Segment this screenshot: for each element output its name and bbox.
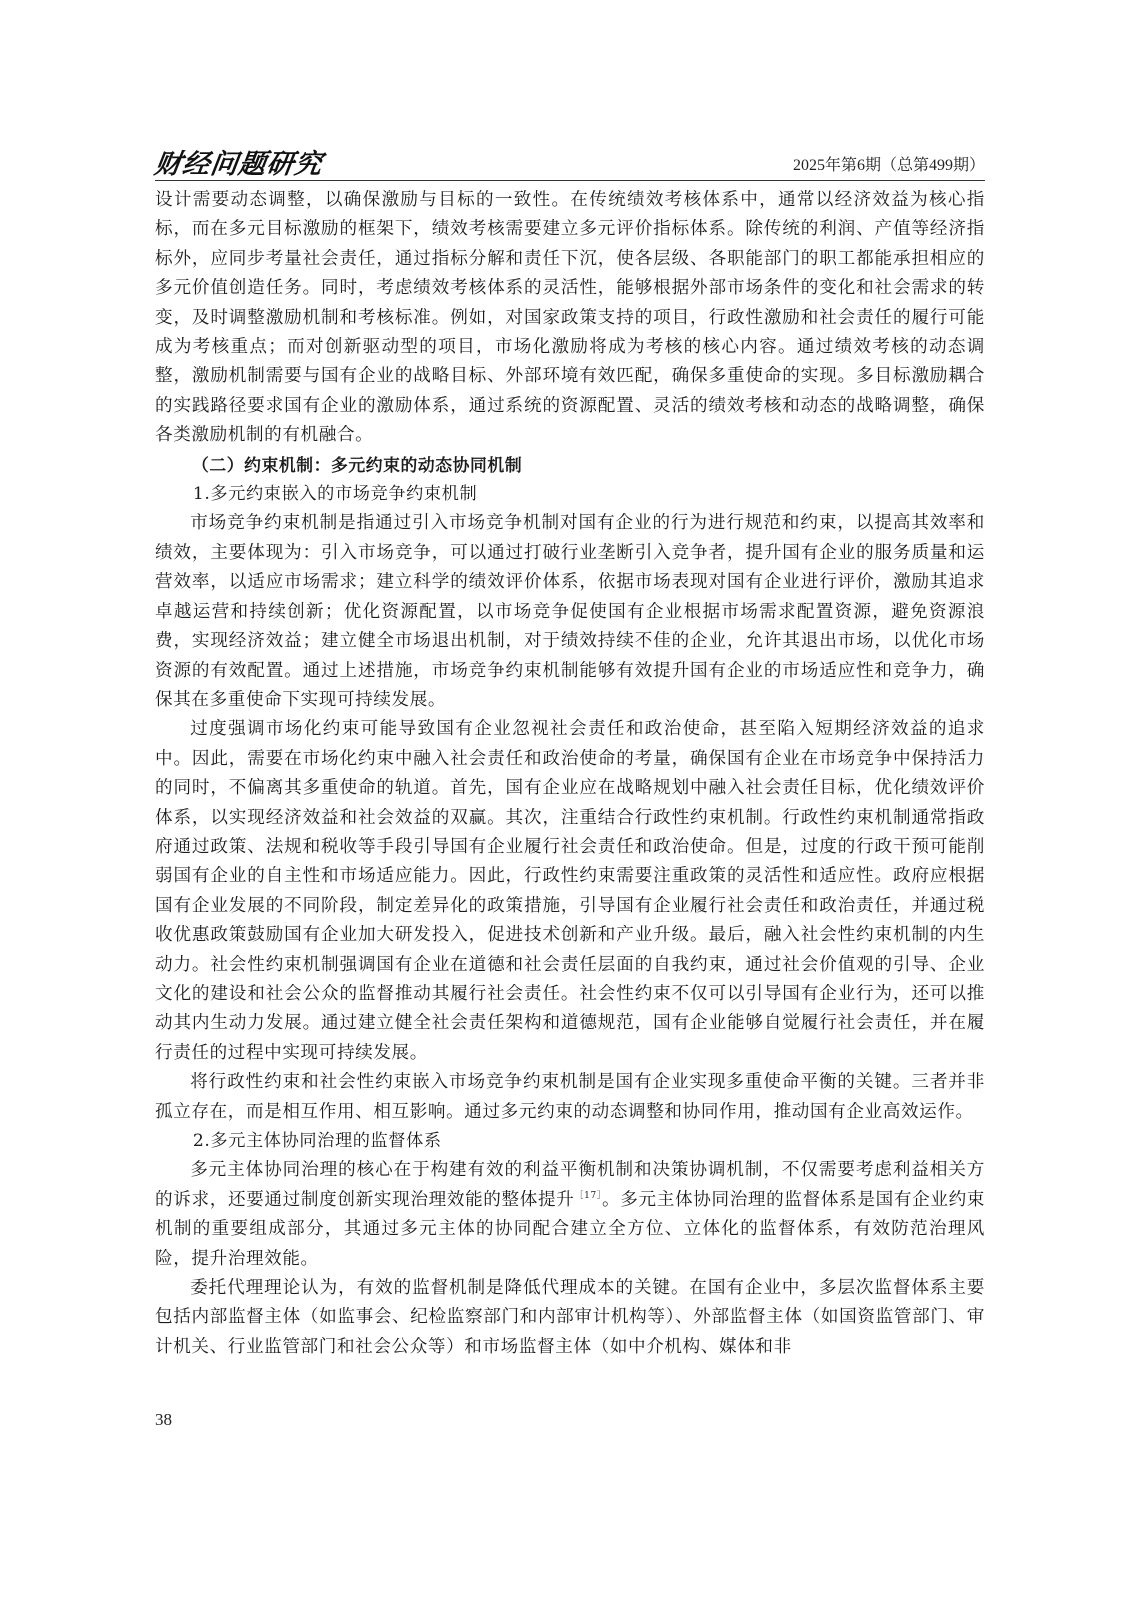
citation-reference[interactable]: ［17］ [574, 1190, 603, 1201]
subsection-heading: 1.多元约束嵌入的市场竞争约束机制 [192, 484, 478, 505]
page-number: 38 [155, 1410, 172, 1429]
journal-title: 财经问题研究 [152, 149, 325, 180]
running-header [152, 142, 985, 182]
header-divider [155, 180, 985, 181]
subsection-heading: 2.多元主体协同治理的监督体系 [192, 1131, 442, 1151]
paragraph-with-citation [155, 1156, 985, 1274]
body-text [155, 186, 985, 1362]
paragraph-continued: 设计需要动态调整，以确保激励与目标的一致性。在传统绩效考核体系中，通常以经济效益为核心指标，而在多元目标激励的框架下，绩效考核需要建立多元评价指标体系。除传统的利润、产值等经济指标外，应同步考量社会责任，通过指标分解和责任下沉，使各层级、各职能部门的职工都能承担相应的多元价值创造任务。同时，考虑绩效考核体系的灵活性，能够根据外部市场条件的变化和社会需求的转变，及时调整激励机制和考核标准。例如，对国家政策支持的项目，行政性激励和社会责任的履行可能成为考核重点；而对创新驱动型的项目，市场化激励将成为考核的核心内容。通过绩效考核的动态调整，激励机制需要与国有企业的战略目标、外部环境有效匹配，确保多重使命的实现。多目标激励耦合的实践路径要求国有企业的激励体系，通过系统的资源配置、灵活的绩效考核和动态的战略调整，确保各类激励机制的有机融合。 [155, 190, 985, 446]
paragraph-text: 多元主体协同治理的核心在于构建有效的利益平衡机制和决策协调机制，不仅需要考虑利益相关方的诉求，还要通过制度创新实现治理效能的整体提升 [155, 1160, 985, 1210]
paragraph-text: 。多元主体协同治理的监督体系是国有企业约束机制的重要组成部分，其通过多元主体的协同配合建立全方位、立体化的监督体系，有效防范治理风险，提升治理效能。 [155, 1189, 985, 1269]
paragraph: 委托代理理论认为，有效的监督机制是降低代理成本的关键。在国有企业中，多层次监督体系主要包括内部监督主体（如监事会、纪检监察部门和内部审计机构等）、外部监督主体（如国资监管部门、审计机关、行业监管部门和社会公众等）和市场监督主体（如中介机构、媒体和非 [155, 1278, 985, 1357]
paragraph: 将行政性约束和社会性约束嵌入市场竞争约束机制是国有企业实现多重使命平衡的关键。三者并非孤立存在，而是相互作用、相互影响。通过多元约束的动态调整和协同作用，推动国有企业高效运作。 [155, 1072, 985, 1122]
issue-info: 2025年第6期（总第499期） [792, 157, 985, 174]
paragraph: 过度强调市场化约束可能导致国有企业忽视社会责任和政治使命，甚至陷入短期经济效益的追求中。因此，需要在市场化约束中融入社会责任和政治使命的考量，确保国有企业在市场竞争中保持活力的同时，不偏离其多重使命的轨道。首先，国有企业应在战略规划中融入社会责任目标，优化绩效评价体系，以实现经济效益和社会效益的双赢。其次，注重结合行政性约束机制。行政性约束机制通常指政府通过政策、法规和税收等手段引导国有企业履行社会责任和政治使命。但是，过度的行政干预可能削弱国有企业的自主性和市场适应能力。因此，行政性约束需要注重政策的灵活性和适应性。政府应根据国有企业发展的不同阶段，制定差异化的政策措施，引导国有企业履行社会责任和政治责任，并通过税收优惠政策鼓励国有企业加大研发投入，促进技术创新和产业升级。最后，融入社会性约束机制的内生动力。社会性约束机制强调国有企业在道德和社会责任层面的自我约束，通过社会价值观的引导、企业文化的建设和社会公众的监督推动其履行社会责任。社会性约束不仅可以引导国有企业行为，还可以推动其内生动力发展。通过建立健全社会责任架构和道德规范，国有企业能够自觉履行社会责任，并在履行责任的过程中实现可持续发展。 [155, 719, 985, 1063]
paragraph: 市场竞争约束机制是指通过引入市场竞争机制对国有企业的行为进行规范和约束，以提高其效率和绩效，主要体现为：引入市场竞争，可以通过打破行业垄断引入竞争者，提升国有企业的服务质量和运营效率，以适应市场需求；建立科学的绩效评价体系，依据市场表现对国有企业进行评价，激励其追求卓越运营和持续创新；优化资源配置，以市场竞争促使国有企业根据市场需求配置资源，避免资源浪费，实现经济效益；建立健全市场退出机制，对于绩效持续不佳的企业，允许其退出市场，以优化市场资源的有效配置。通过上述措施，市场竞争约束机制能够有效提升国有企业的市场适应性和竞争力，确保其在多重使命下实现可持续发展。 [155, 513, 985, 710]
paper-page [152, 0, 985, 1600]
section-heading: （二）约束机制：多元约束的动态协同机制 [191, 454, 523, 475]
